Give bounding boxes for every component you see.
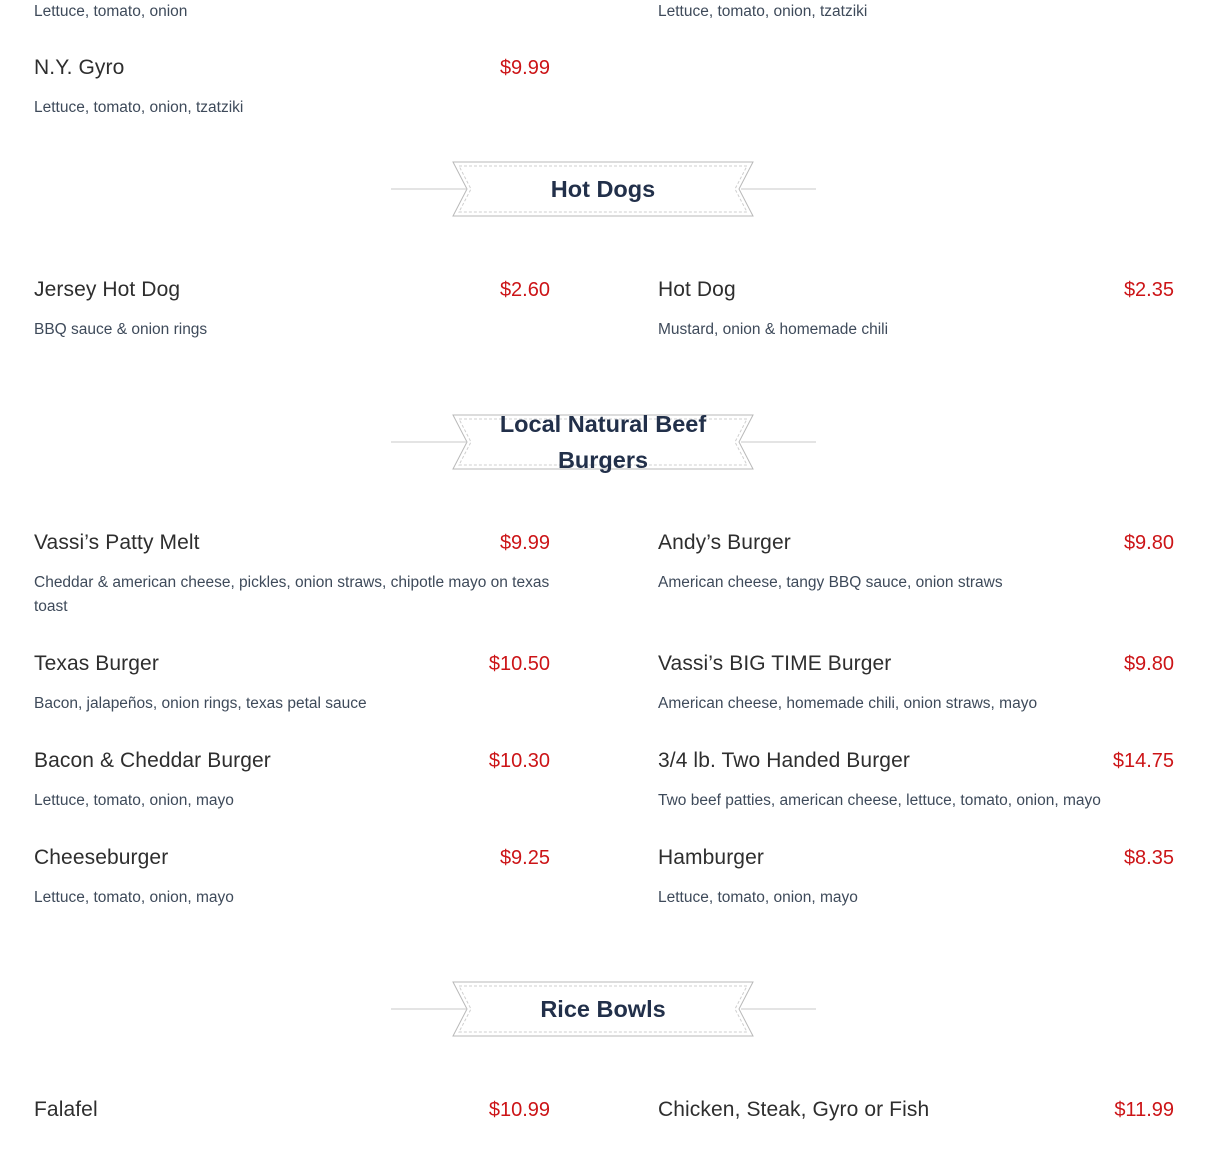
item-description: Cheddar & american cheese, pickles, onion straws, chipotle mayo on texas toast [34,574,550,615]
item-name: Jersey Hot Dog [34,278,181,301]
menu-item [658,652,1174,716]
menu-item [658,531,1174,595]
item-description: Two beef patties, american cheese, lettuce, tomato, onion, mayo [658,792,1101,809]
item-name: Falafel [34,1098,98,1121]
item-price: $9.99 [499,57,550,79]
section-banner-burgers [391,411,816,473]
item-price: $2.35 [1123,279,1174,301]
item-price: $9.80 [1123,532,1174,554]
menu-item [658,1098,1174,1122]
item-price: $2.60 [499,279,550,301]
menu-item [34,531,550,619]
item-name: Hamburger [658,846,764,869]
item-price: $10.50 [488,653,550,675]
item-name: Chicken, Steak, Gyro or Fish [658,1098,930,1121]
menu-item-ny-gyro [34,56,550,120]
item-description: Lettuce, tomato, onion, mayo [34,889,234,906]
section-banner-hot-dogs [391,161,816,217]
section-title: Local Natural Beef Burgers [499,411,707,473]
item-name: Vassi’s Patty Melt [34,531,200,554]
item-name: Hot Dog [658,278,736,301]
menu-item [34,652,550,716]
item-name: Andy’s Burger [658,531,791,554]
item-description: BBQ sauce & onion rings [34,321,208,338]
item-name: Cheeseburger [34,846,169,869]
item-name: Vassi’s BIG TIME Burger [658,652,892,675]
menu-item [34,1098,550,1122]
item-description: Mustard, onion & homemade chili [658,321,889,338]
item-description: Lettuce, tomato, onion, tzatziki [34,99,244,116]
menu-item [34,278,550,342]
section-title: Hot Dogs [550,176,656,202]
item-description: American cheese, homemade chili, onion straws, mayo [658,695,1038,712]
item-price: $14.75 [1112,750,1174,772]
section-title: Rice Bowls [540,996,666,1022]
item-price: $10.30 [488,750,550,772]
item-description: Lettuce, tomato, onion, mayo [658,889,858,906]
menu-item [34,749,550,813]
menu-item [658,846,1174,910]
menu-item [658,278,1174,342]
item-price: $10.99 [488,1099,550,1121]
item-name: Texas Burger [34,652,159,675]
item-description: Lettuce, tomato, onion [34,3,188,20]
item-description: Lettuce, tomato, onion, tzatziki [658,3,868,20]
item-description: Lettuce, tomato, onion, mayo [34,792,234,809]
item-name: 3/4 lb. Two Handed Burger [658,749,910,772]
item-name: N.Y. Gyro [34,56,125,79]
item-price: $11.99 [1114,1099,1174,1121]
item-price: $8.35 [1123,847,1174,869]
item-price: $9.99 [499,532,550,554]
item-price: $9.25 [499,847,550,869]
item-description: American cheese, tangy BBQ sauce, onion straws [658,574,1003,591]
section-banner-rice-bowls [391,981,816,1037]
item-price: $9.80 [1123,653,1174,675]
item-description: Bacon, jalapeños, onion rings, texas petal sauce [34,695,367,712]
item-name: Bacon & Cheddar Burger [34,749,271,772]
menu-item [658,749,1174,813]
menu-item [34,846,550,910]
